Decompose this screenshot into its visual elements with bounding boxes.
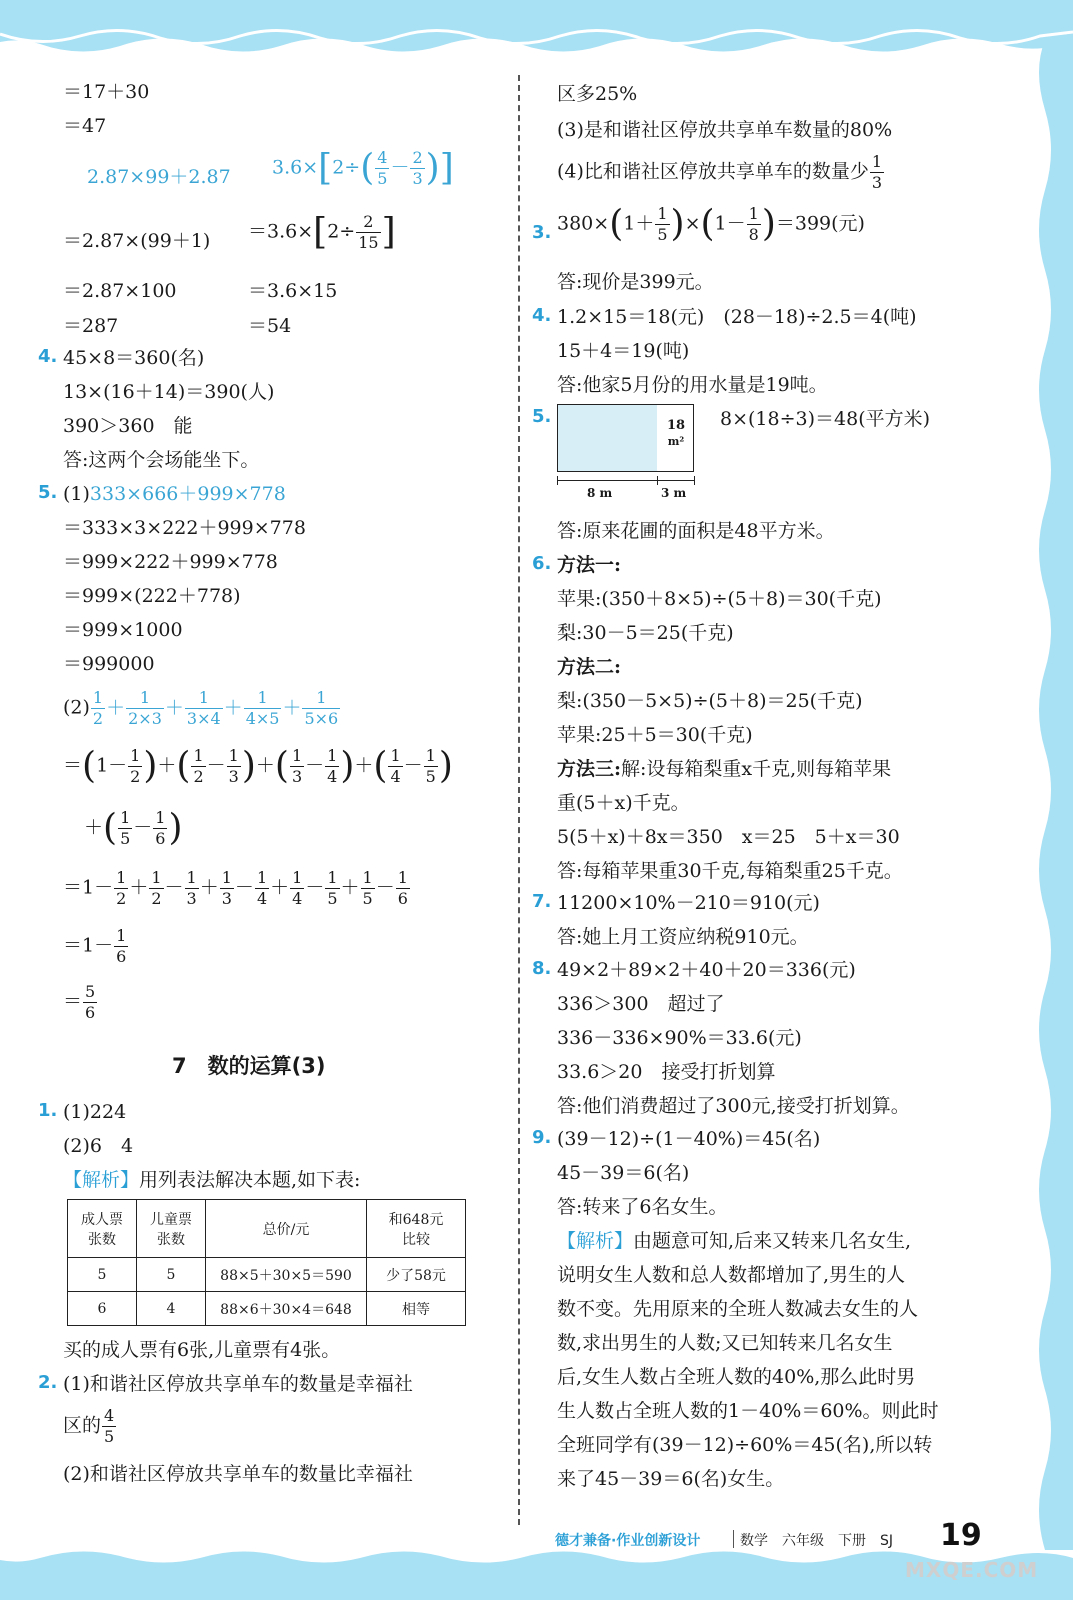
q8-line-1: 49×2＋89×2＋40＋20＝336(元): [557, 959, 856, 981]
table-cell: 6: [68, 1292, 137, 1326]
table-header-compare: 和648元 比较: [367, 1200, 466, 1258]
method-2-label: 方法二:: [557, 656, 622, 678]
q9-answer: 答:转来了6名女生。: [557, 1196, 728, 1218]
length-label-8m: 8 m: [587, 486, 613, 500]
q5-part2-result: ＝ $\frac{5}{6}$: [63, 982, 96, 1022]
table-cell: 5: [137, 1258, 206, 1292]
expr-b-step2: ＝3.6×15: [248, 280, 338, 302]
q5-part2-step2: ＝1－ $\frac{1}{2}$ ＋ $\frac{1}{2}$ － $\frac{1}{3}$ ＋ $\frac{1}{3}$ － $\frac{1}{4}$ ＋ $\frac{1}{4}$ － $\frac{1}{5}$ ＋ $\frac{1}{5}$ － $\frac{1}{6}$: [63, 868, 408, 908]
left-line-2: ＝47: [63, 115, 107, 137]
q9-analysis-1: 【解析】由题意可知,后来又转来几名女生,: [557, 1230, 912, 1252]
q5-step-2: ＝999×222＋999×778: [63, 551, 278, 573]
footer-subject: 数学 六年级 下册 SJ: [740, 1533, 894, 1549]
q5-step-3: ＝999×(222＋778): [63, 585, 241, 607]
table-header-child: 儿童票 张数: [137, 1200, 206, 1258]
q8-line-2: 336＞300 超过了: [557, 993, 725, 1015]
expr-a-result: ＝287: [63, 315, 119, 337]
m1-line-2: 梨:30－5＝25(千克): [557, 622, 734, 644]
m3-answer: 答:每箱苹果重30千克,每箱梨重25千克。: [557, 860, 903, 882]
expr-a-step1: ＝2.87×(99＋1): [63, 230, 211, 252]
q5-step-4: ＝999×1000: [63, 619, 183, 641]
top-wave-decoration: [0, 0, 1073, 70]
q8-line-3: 336－336×90%＝33.6(元): [557, 1027, 802, 1049]
r-q4-line-2: 15＋4＝19(吨): [557, 340, 690, 362]
section7-question-number-1: 1.: [38, 1100, 58, 1121]
length-label-3m: 3 m: [661, 486, 687, 500]
table-cell: 少了58元: [367, 1258, 466, 1292]
q5-step-5: ＝999000: [63, 653, 155, 675]
watermark: MXQE.COM: [905, 1558, 1039, 1582]
q7-answer: 答:她上月工资应纳税910元。: [557, 926, 809, 948]
section7-question-number-2: 2.: [38, 1372, 58, 1393]
q5-part2-expr: (2) $\frac{1}{2}$ ＋ $\frac{1}{2\times 3}$ ＋ $\frac{1}{3\times 4}$ ＋ $\frac{1}{4\times 5}$ ＋ $\frac{1}{5\times 6}$: [63, 688, 339, 728]
expr-a-step2: ＝2.87×100: [63, 280, 177, 302]
q9-line-2: 45－39＝6(名): [557, 1162, 690, 1184]
q4-line-1: 45×8＝360(名): [63, 347, 205, 369]
q9-analysis-7: 全班同学有(39－12)÷60%＝45(名),所以转: [557, 1434, 933, 1456]
expr-a-heading: 2.87×99＋2.87: [87, 166, 231, 188]
right-line-2: (3)是和谐社区停放共享单车数量的80%: [557, 119, 893, 141]
q5-part2-step3: ＝1－ $\frac{1}{6}$: [63, 926, 127, 966]
s1-line-1: (1)224: [63, 1101, 127, 1123]
section-title: 7 数的运算(3): [172, 1054, 326, 1078]
m1-line-1: 苹果:(350＋8×5)÷(5＋8)＝30(千克): [557, 588, 882, 610]
m2-line-1: 梨:(350－5×5)÷(5＋8)＝25(千克): [557, 690, 863, 712]
q9-analysis-6: 生人数占全班人数的1－40%＝60%。则此时: [557, 1400, 939, 1422]
q9-analysis-3: 数不变。先用原来的全班人数减去女生的人: [557, 1298, 919, 1320]
table-cell: 88×6＋30×4＝648: [206, 1292, 367, 1326]
r-q5-answer: 答:原来花圃的面积是48平方米。: [557, 520, 835, 542]
dim-line-3m: [657, 480, 694, 481]
q9-line-1: (39－12)÷(1－40%)＝45(名): [557, 1128, 821, 1150]
q7-line-1: 11200×10%－210＝910(元): [557, 892, 820, 914]
q9-analysis-5: 后,女生人数占全班人数的40%,那么此时男: [557, 1366, 916, 1388]
right-line-3: (4)比和谐社区停放共享单车的数量少 $\frac{1}{3}$: [557, 152, 883, 192]
right-question-number-3: 3.: [532, 222, 552, 243]
q9-analysis-2: 说明女生人数和总人数都增加了,男生的人: [557, 1264, 906, 1286]
table-header-adult: 成人票 张数: [68, 1200, 137, 1258]
dim-line-8m: [557, 480, 657, 481]
expr-b-heading: 3.6×[2÷( $\frac{4}{5}$ － $\frac{2}{3}$ )]: [272, 147, 454, 189]
garden-diagram: [557, 404, 697, 516]
table-header-total: 总价/元: [206, 1200, 367, 1258]
dim-tick: [657, 476, 658, 485]
right-question-number-9: 9.: [532, 1127, 552, 1148]
q5-step-1: ＝333×3×222＋999×778: [63, 517, 306, 539]
s1-conclusion: 买的成人票有6张,儿童票有4张。: [63, 1339, 341, 1361]
method-1-label: 方法一:: [557, 554, 622, 576]
q5-part1-expr: (1)333×666＋999×778: [63, 483, 286, 505]
page-number: 19: [940, 1518, 982, 1553]
s2-line-2: 区的 $\frac{4}{5}$: [63, 1406, 115, 1446]
q5-equation: 8×(18÷3)＝48(平方米): [720, 408, 931, 430]
ticket-table: [67, 1199, 466, 1326]
q9-analysis-8: 来了45－39＝6(名)女生。: [557, 1468, 785, 1490]
q8-line-4: 33.6＞20 接受打折划算: [557, 1061, 776, 1083]
table-cell: 4: [137, 1292, 206, 1326]
right-wave-decoration: [1015, 40, 1073, 1550]
s2-line-3: (2)和谐社区停放共享单车的数量比幸福社: [63, 1463, 413, 1485]
q3-equation: 380×(1＋ $\frac{1}{5}$ )×(1－ $\frac{1}{8}$ )＝399(元): [557, 203, 865, 245]
m3-line-1: 方法三:解:设每箱梨重x千克,则每箱苹果: [557, 758, 892, 780]
r-q4-answer: 答:他家5月份的用水量是19吨。: [557, 374, 828, 396]
right-question-number-5: 5.: [532, 406, 552, 427]
q3-answer: 答:现价是399元。: [557, 271, 714, 293]
table-cell: 5: [68, 1258, 137, 1292]
question-number-4: 4.: [38, 346, 58, 367]
footer-brand: 德才兼备·作业创新设计: [555, 1533, 701, 1549]
r-q4-line-1: 1.2×15＝18(元) (28－18)÷2.5＝4(吨): [557, 306, 917, 328]
expr-b-result: ＝54: [248, 315, 292, 337]
left-line-1: ＝17＋30: [63, 81, 150, 103]
question-number-5: 5.: [38, 482, 58, 503]
s1-analysis: 【解析】用列表法解决本题,如下表:: [63, 1169, 361, 1191]
q4-answer: 答:这两个会场能坐下。: [63, 449, 260, 471]
q5-part2-step1: ＝(1－ $\frac{1}{2}$ )＋( $\frac{1}{2}$ － $\frac{1}{3}$ )＋( $\frac{1}{3}$ － $\frac{1}{4}$ )＋( $\frac{1}{4}$ － $\frac{1}{5}$ ): [63, 745, 453, 787]
right-question-number-8: 8.: [532, 958, 552, 979]
right-question-number-6: 6.: [532, 553, 552, 574]
q8-answer: 答:他们消费超过了300元,接受打折划算。: [557, 1095, 910, 1117]
table-row: [68, 1258, 466, 1292]
q4-line-2: 13×(16＋14)＝390(人): [63, 381, 275, 403]
original-garden-rect: [557, 404, 659, 472]
s2-line-1: (1)和谐社区停放共享单车的数量是幸福社: [63, 1373, 413, 1395]
m2-line-2: 苹果:25＋5＝30(千克): [557, 724, 753, 746]
m3-line-2: 重(5＋x)千克。: [557, 792, 690, 814]
right-question-number-4: 4.: [532, 305, 552, 326]
table-cell: 相等: [367, 1292, 466, 1326]
q5-part2-step1-cont: ＋( $\frac{1}{5}$ － $\frac{1}{6}$ ): [84, 807, 183, 849]
s1-line-2: (2)6 4: [63, 1135, 134, 1157]
dim-tick: [694, 476, 695, 485]
added-area-value: 18 m²: [666, 418, 686, 448]
right-line-1: 区多25%: [557, 83, 638, 105]
table-row: [68, 1292, 466, 1326]
table-cell: 88×5＋30×5＝590: [206, 1258, 367, 1292]
right-question-number-7: 7.: [532, 891, 552, 912]
footer-separator: [733, 1530, 734, 1548]
dim-tick: [557, 476, 558, 485]
column-divider: [518, 75, 520, 1525]
m3-line-3: 5(5＋x)＋8x＝350 x＝25 5＋x＝30: [557, 826, 900, 848]
expr-b-step1: ＝3.6×[2÷ $\frac{2}{15}$ ]: [248, 211, 396, 253]
q4-line-3: 390＞360 能: [63, 415, 193, 437]
q9-analysis-4: 数,求出男生的人数;又已知转来几名女生: [557, 1332, 893, 1354]
